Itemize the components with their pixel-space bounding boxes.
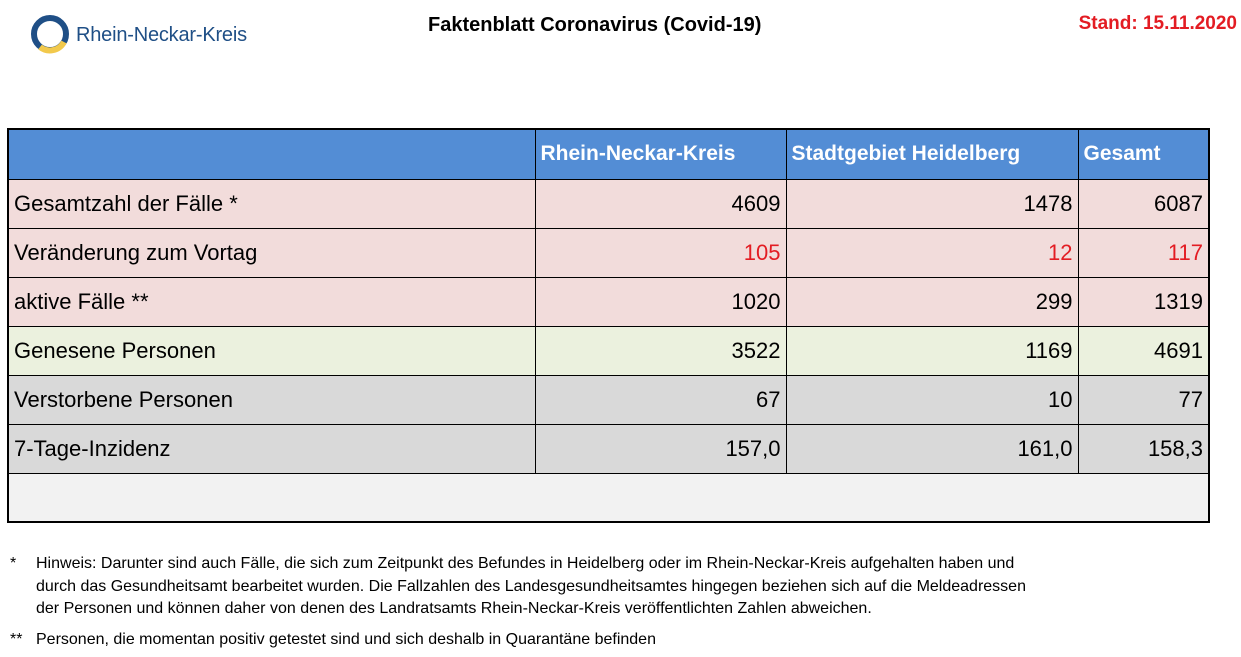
logo: [28, 12, 278, 56]
table-row: [8, 179, 1209, 228]
footnote-1: [10, 553, 1230, 621]
table-row: [8, 326, 1209, 375]
cell-value: 161,0: [786, 424, 1078, 473]
cell-value: 77: [1078, 375, 1209, 424]
cell-value: 4691: [1078, 326, 1209, 375]
table-row: [8, 228, 1209, 277]
cell-value: 4609: [535, 179, 786, 228]
table-row: [8, 277, 1209, 326]
footnote-2-text: Personen, die momentan positiv getestet sind und sich deshalb in Quarantäne befinden: [36, 630, 656, 648]
status-date: Stand: 15.11.2020: [1078, 13, 1237, 34]
facts-table: [7, 128, 1210, 523]
row-label: aktive Fälle **: [8, 277, 535, 326]
empty-cell: [8, 473, 1209, 522]
column-header-label: [8, 129, 535, 179]
table-header-row: [8, 129, 1209, 179]
logo-text: Rhein-Neckar-Kreis: [76, 24, 247, 46]
table-row: [8, 375, 1209, 424]
column-header-heidelberg: Stadtgebiet Heidelberg: [786, 129, 1078, 179]
cell-value: 10: [786, 375, 1078, 424]
row-label: Veränderung zum Vortag: [8, 228, 535, 277]
footnote-1-line: durch das Gesundheitsamt bearbeitet wurden. Die Fallzahlen des Landesgesundheitsamtes hingegen beziehen sich auf die Meldeadressen: [36, 577, 1026, 595]
row-label: Genesene Personen: [8, 326, 535, 375]
logo-ring-icon: [28, 12, 72, 56]
cell-value: 1020: [535, 277, 786, 326]
page-title: Faktenblatt Coronavirus (Covid-19): [428, 14, 762, 36]
footnote-1-line: Hinweis: Darunter sind auch Fälle, die sich zum Zeitpunkt des Befundes in Heidelberg oder im Rhein-Neckar-Kreis aufgehalten haben und: [36, 555, 1015, 572]
cell-value: 117: [1078, 228, 1209, 277]
row-label: Verstorbene Personen: [8, 375, 535, 424]
footnotes: [10, 553, 1230, 651]
column-header-rhein-neckar-kreis: Rhein-Neckar-Kreis: [535, 129, 786, 179]
row-label: 7-Tage-Inzidenz: [8, 424, 535, 473]
footnote-1-mark: *: [10, 555, 17, 572]
cell-value: 1478: [786, 179, 1078, 228]
cell-value: 6087: [1078, 179, 1209, 228]
cell-value: 157,0: [535, 424, 786, 473]
cell-value: 105: [535, 228, 786, 277]
cell-value: 12: [786, 228, 1078, 277]
column-header-gesamt: Gesamt: [1078, 129, 1209, 179]
table-row-empty: [8, 473, 1209, 522]
footnote-1-line: der Personen und können daher von denen des Landratsamts Rhein-Neckar-Kreis veröffentlichten Zahlen abweichen.: [36, 600, 872, 617]
row-label: Gesamtzahl der Fälle *: [8, 179, 535, 228]
cell-value: 1319: [1078, 277, 1209, 326]
table-row: [8, 424, 1209, 473]
cell-value: 299: [786, 277, 1078, 326]
cell-value: 158,3: [1078, 424, 1209, 473]
cell-value: 67: [535, 375, 786, 424]
cell-value: 1169: [786, 326, 1078, 375]
cell-value: 3522: [535, 326, 786, 375]
footnote-2-mark: **: [10, 630, 23, 648]
footnote-2: [10, 629, 1230, 652]
